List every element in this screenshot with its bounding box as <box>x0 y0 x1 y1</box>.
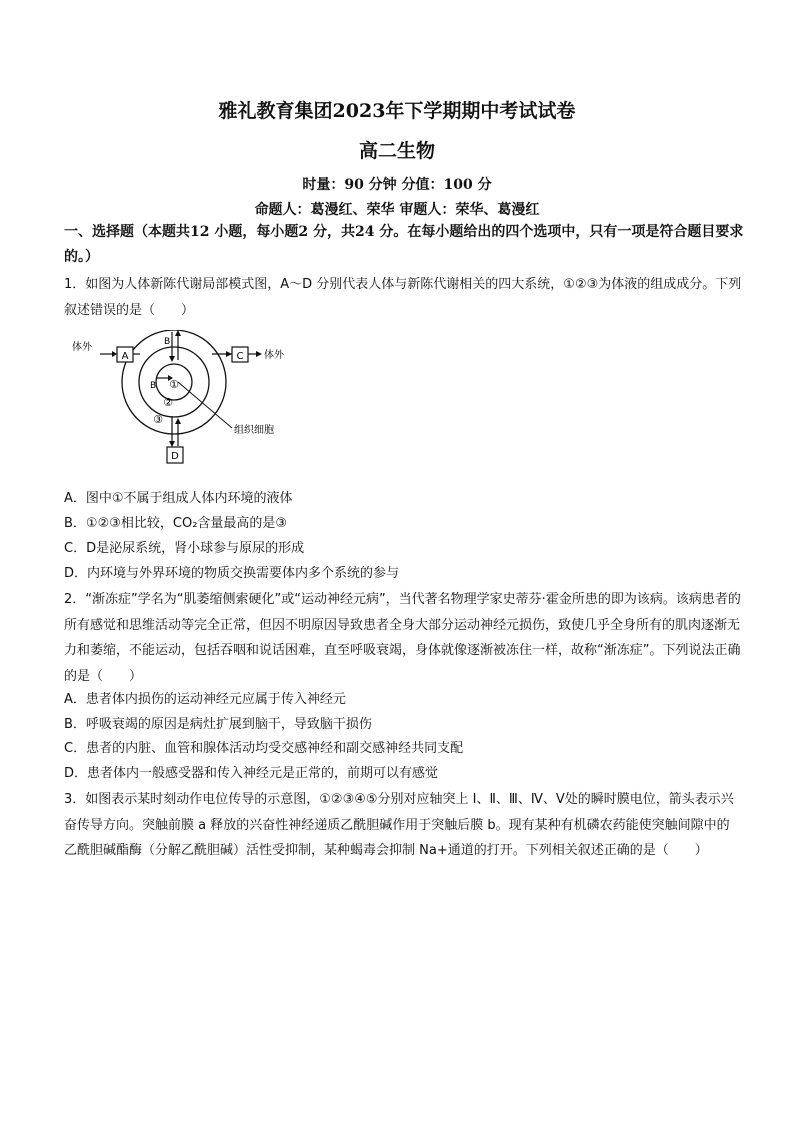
question-1-option-c: C．D是泌尿系统，肾小球参与原尿的形成 <box>64 541 305 556</box>
box-c-label: C <box>236 351 244 362</box>
fluid-2-label: ② <box>163 396 173 409</box>
exam-title: 雅礼教育集团2023年下学期期中考试试卷 <box>218 100 576 122</box>
question-2-option-a: A．患者体内损伤的运动神经元应属于传入神经元 <box>64 692 346 707</box>
outside-right-label: 体外 <box>264 350 284 361</box>
question-3-stem: 3．如图表示某时刻动作电位传导的示意图，①②③④⑤分别对应轴突上 I、Ⅱ、Ⅲ、Ⅳ、Ⅴ处的瞬时膜电位，箭头表示兴奋传导方向。突触前膜 a 释放的兴奋性神经递质乙酰胆碱作用于突触后膜 b。现有某种有机磷农药能使突触间隙中的乙酰胆碱酯酶（分解乙酰胆碱）活性受抑制，某种蝎毒会抑制 Na+通道的打开。下列相关叙述正确的是（ ） <box>64 792 734 858</box>
fluid-1-label: ① <box>169 378 179 391</box>
authors-line: 命题人：葛漫红、荣华 审题人：荣华、葛漫红 <box>254 202 540 218</box>
tissue-cell-label: 组织细胞 <box>234 425 274 436</box>
label-b-inner: B <box>150 381 157 391</box>
question-2-option-d: D．患者体内一般感受器和传入神经元是正常的，前期可以有感觉 <box>64 766 439 781</box>
metabolism-diagram <box>72 330 312 470</box>
question-2-option-c: C．患者的内脏、血管和腺体活动均受交感神经和副交感神经共同支配 <box>64 741 464 756</box>
question-1-option-b: B．①②③相比较，CO₂含量最高的是③ <box>64 516 288 531</box>
question-1-option-d: D．内环境与外界环境的物质交换需要体内多个系统的参与 <box>64 566 400 581</box>
question-2-stem: 2．“渐冻症”学名为“肌萎缩侧索硬化”或“运动神经元病”，当代著名物理学家史蒂芬·霍金所患的即为该病。该病患者的所有感觉和思维活动等完全正常，但因不明原因导致患者全身大部分运动神经元损伤，致使几乎全身所有的肌肉逐渐无力和萎缩，不能运动，包括吞咽和说话困难，直至呼吸衰竭，身体就像逐渐被冻住一样，故称“渐冻症”。下列说法正确的是（ ） <box>64 592 741 684</box>
label-b-top: B <box>164 337 171 347</box>
question-2-option-b: B．呼吸衰竭的原因是病灶扩展到脑干，导致脑干损伤 <box>64 717 372 732</box>
exam-subject: 高二生物 <box>358 140 435 162</box>
box-a-label: A <box>121 351 129 362</box>
question-1-option-a: A．图中①不属于组成人体内环境的液体 <box>64 491 293 506</box>
outside-left-label: 体外 <box>72 342 92 353</box>
question-1-stem: 1．如图为人体新陈代谢局部模式图，A～D 分别代表人体与新陈代谢相关的四大系统，①②③为体液的组成成分。下列叙述错误的是（ ） <box>64 277 742 318</box>
section-heading: 一、选择题（本题共12 小题，每小题2 分，共24 分。在每小题给出的四个选项中，只有一项是符合题目要求的。） <box>64 224 744 265</box>
fluid-3-label: ③ <box>153 413 163 426</box>
box-d-label: D <box>171 451 179 462</box>
time-score-line: 时量：90 分钟 分值：100 分 <box>302 177 492 193</box>
